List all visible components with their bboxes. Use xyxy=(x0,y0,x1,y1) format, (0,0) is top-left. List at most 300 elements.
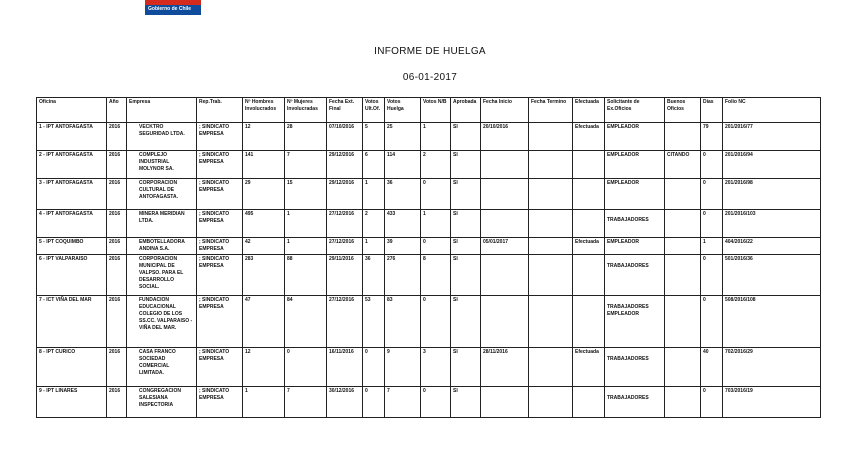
cell-dias xyxy=(701,238,723,255)
cell-votos-ult-text: 0 xyxy=(365,349,368,355)
cell-hombres-text: 42 xyxy=(245,239,251,245)
cell-votos-ult xyxy=(363,210,385,238)
cell-votos-ult-text: 36 xyxy=(365,256,371,262)
cell-solicitante-text: EMPLEADOR xyxy=(607,152,639,158)
header-cell: Buenos Oficios xyxy=(665,98,701,123)
cell-votos-nb xyxy=(421,179,451,210)
cell-votos-nb-text: 2 xyxy=(423,152,426,158)
cell-rep-trab xyxy=(197,348,243,387)
cell-dias-text: 0 xyxy=(703,180,706,186)
cell-mujeres-text: 15 xyxy=(287,180,293,186)
cell-solicitante xyxy=(605,387,665,418)
cell-efectuada xyxy=(573,348,605,387)
cell-fecha-termino xyxy=(529,348,573,387)
cell-efectuada xyxy=(573,255,605,296)
strike-report-table xyxy=(36,97,821,418)
cell-votos-huelga-text: 7 xyxy=(387,388,390,394)
cell-fecha-ext-text: 27/12/2016 xyxy=(329,239,355,245)
cell-fecha-inicio xyxy=(481,387,529,418)
cell-folio xyxy=(723,255,821,296)
cell-fecha-termino xyxy=(529,296,573,348)
header-cell: Nº Mujeres Involucradas xyxy=(285,98,327,123)
cell-oficina-text: 4 - IPT ANTOFAGASTA xyxy=(39,211,93,217)
cell-anio xyxy=(107,151,127,179)
cell-efectuada xyxy=(573,238,605,255)
cell-votos-huelga-text: 39 xyxy=(387,239,393,245)
cell-empresa xyxy=(127,179,197,210)
cell-solicitante xyxy=(605,179,665,210)
cell-aprobada-text: SI xyxy=(453,211,458,217)
cell-efectuada xyxy=(573,179,605,210)
header-cell: Folio NC xyxy=(723,98,821,123)
cell-empresa-text: CONGREGACION SALESIANA INSPECTORIA xyxy=(139,388,181,408)
cell-aprobada-text: SI xyxy=(453,349,458,355)
report-date: 06-01-2017 xyxy=(402,72,458,83)
cell-rep-trab xyxy=(197,238,243,255)
cell-folio-text: 201/2016/77 xyxy=(725,124,753,130)
cell-rep-trab xyxy=(197,387,243,418)
cell-oficina xyxy=(37,238,107,255)
cell-fecha-termino xyxy=(529,238,573,255)
cell-solicitante xyxy=(605,210,665,238)
cell-efectuada xyxy=(573,123,605,151)
cell-anio xyxy=(107,296,127,348)
header-cell: Fecha Termino xyxy=(529,98,573,123)
cell-folio-text: 501/2016/36 xyxy=(725,256,753,262)
cell-anio xyxy=(107,238,127,255)
cell-rep-trab-text: ; SINDICATO EMPRESA xyxy=(199,297,230,310)
cell-mujeres-text: 1 xyxy=(287,239,290,245)
cell-anio-text: 2016 xyxy=(109,388,121,394)
cell-votos-ult-text: 1 xyxy=(365,239,368,245)
cell-rep-trab-text: ; SINDICATO EMPRESA xyxy=(199,388,230,401)
cell-efectuada xyxy=(573,296,605,348)
cell-folio-text: 201/2016/103 xyxy=(725,211,756,217)
cell-aprobada-text: SI xyxy=(453,239,458,245)
header-cell: Días xyxy=(701,98,723,123)
cell-fecha-ext-text: 29/11/2016 xyxy=(329,256,354,262)
cell-votos-nb-text: 8 xyxy=(423,256,426,262)
table-row xyxy=(37,387,821,418)
cell-oficina-text: 2 - IPT ANTOFAGASTA xyxy=(39,152,93,158)
cell-dias xyxy=(701,348,723,387)
cell-votos-huelga-text: 433 xyxy=(387,211,396,217)
cell-solicitante-text: EMPLEADOR xyxy=(607,124,639,130)
cell-hombres xyxy=(243,387,285,418)
header-cell: Año xyxy=(107,98,127,123)
cell-fecha-ext xyxy=(327,255,363,296)
cell-dias xyxy=(701,151,723,179)
table-header-row xyxy=(37,98,821,123)
cell-rep-trab xyxy=(197,123,243,151)
cell-solicitante xyxy=(605,296,665,348)
cell-solicitante-text: TRABAJADORES xyxy=(607,263,649,269)
cell-mujeres xyxy=(285,387,327,418)
cell-hombres-text: 12 xyxy=(245,349,251,355)
cell-folio-text: 201/2016/94 xyxy=(725,152,753,158)
cell-efectuada-text: Efectuada xyxy=(575,239,599,245)
cell-fecha-inicio xyxy=(481,296,529,348)
cell-solicitante-text: EMPLEADOR xyxy=(607,239,639,245)
cell-fecha-termino xyxy=(529,387,573,418)
cell-votos-ult-text: 6 xyxy=(365,152,368,158)
cell-hombres-text: 283 xyxy=(245,256,254,262)
cell-hombres xyxy=(243,210,285,238)
cell-hombres xyxy=(243,179,285,210)
cell-oficina-text: 3 - IPT ANTOFAGASTA xyxy=(39,180,93,186)
cell-efectuada xyxy=(573,387,605,418)
cell-rep-trab-text: ; SINDICATO EMPRESA xyxy=(199,349,230,362)
table-row xyxy=(37,179,821,210)
cell-votos-nb-text: 0 xyxy=(423,239,426,245)
cell-mujeres xyxy=(285,151,327,179)
cell-dias xyxy=(701,387,723,418)
cell-fecha-inicio-text: 05/01/2017 xyxy=(483,239,509,245)
cell-solicitante xyxy=(605,255,665,296)
cell-votos-ult xyxy=(363,238,385,255)
cell-folio xyxy=(723,238,821,255)
cell-aprobada xyxy=(451,348,481,387)
cell-empresa-text: CORPORACION CULTURAL DE ANTOFAGASTA. xyxy=(139,180,178,200)
cell-votos-huelga xyxy=(385,387,421,418)
cell-folio xyxy=(723,123,821,151)
cell-rep-trab-text: ; SINDICATO EMPRESA xyxy=(199,256,230,269)
cell-anio xyxy=(107,387,127,418)
cell-solicitante xyxy=(605,123,665,151)
cell-folio-text: 508/2016/108 xyxy=(725,297,756,303)
cell-votos-huelga-text: 9 xyxy=(387,349,390,355)
cell-fecha-ext xyxy=(327,210,363,238)
cell-anio-text: 2016 xyxy=(109,211,121,217)
cell-fecha-ext-text: 16/11/2016 xyxy=(329,349,354,355)
cell-folio-text: 404/2016/22 xyxy=(725,239,753,245)
cell-fecha-ext xyxy=(327,348,363,387)
cell-fecha-termino xyxy=(529,123,573,151)
cell-votos-ult-text: 2 xyxy=(365,211,368,217)
cell-hombres-text: 29 xyxy=(245,180,251,186)
cell-fecha-termino xyxy=(529,210,573,238)
cell-empresa-text: FUNDACION EDUCACIONAL COLEGIO DE LOS SS.CC. VALPARAISO - VIÑA DEL MAR. xyxy=(139,297,193,331)
header-cell: Fecha Ext. Final xyxy=(327,98,363,123)
cell-aprobada xyxy=(451,296,481,348)
cell-rep-trab-text: ; SINDICATO EMPRESA xyxy=(199,211,230,224)
cell-anio-text: 2016 xyxy=(109,256,121,262)
header-cell: Efectuada xyxy=(573,98,605,123)
cell-anio xyxy=(107,210,127,238)
cell-aprobada-text: SI xyxy=(453,180,458,186)
cell-fecha-ext xyxy=(327,123,363,151)
cell-votos-ult xyxy=(363,151,385,179)
cell-anio-text: 2016 xyxy=(109,297,121,303)
cell-mujeres-text: 28 xyxy=(287,124,293,130)
cell-fecha-inicio xyxy=(481,179,529,210)
cell-votos-nb-text: 0 xyxy=(423,180,426,186)
cell-fecha-termino xyxy=(529,151,573,179)
cell-dias-text: 0 xyxy=(703,297,706,303)
cell-hombres xyxy=(243,255,285,296)
cell-solicitante xyxy=(605,348,665,387)
cell-votos-huelga xyxy=(385,151,421,179)
cell-rep-trab xyxy=(197,210,243,238)
header-cell: Solicitante de Ex.Oficios xyxy=(605,98,665,123)
cell-oficina-text: 9 - IPT LINARES xyxy=(39,388,78,394)
cell-votos-huelga-text: 83 xyxy=(387,297,393,303)
cell-aprobada-text: SI xyxy=(453,152,458,158)
cell-aprobada xyxy=(451,210,481,238)
cell-empresa xyxy=(127,387,197,418)
cell-anio xyxy=(107,179,127,210)
cell-mujeres xyxy=(285,296,327,348)
cell-oficina xyxy=(37,179,107,210)
cell-hombres-text: 47 xyxy=(245,297,251,303)
cell-oficina xyxy=(37,296,107,348)
cell-aprobada xyxy=(451,255,481,296)
cell-mujeres xyxy=(285,123,327,151)
cell-votos-huelga-text: 25 xyxy=(387,124,393,130)
cell-dias-text: 0 xyxy=(703,152,706,158)
cell-hombres xyxy=(243,123,285,151)
cell-buenos-oficios xyxy=(665,296,701,348)
cell-dias-text: 0 xyxy=(703,211,706,217)
cell-fecha-inicio-text: 20/10/2016 xyxy=(483,124,509,130)
cell-fecha-inicio xyxy=(481,210,529,238)
cell-empresa-text: COMPLEJO INDUSTRIAL MOLYNOR SA. xyxy=(139,152,174,172)
cell-empresa-text: CORPORACION MUNICIPAL DE VALPSO. PARA EL DESARROLLO SOCIAL. xyxy=(139,256,184,290)
cell-votos-huelga xyxy=(385,179,421,210)
cell-aprobada xyxy=(451,179,481,210)
cell-oficina-text: 8 - IPT CURICO xyxy=(39,349,76,355)
cell-mujeres xyxy=(285,255,327,296)
cell-empresa xyxy=(127,238,197,255)
cell-empresa xyxy=(127,348,197,387)
cell-oficina-text: 5 - IPT COQUIMBO xyxy=(39,239,84,245)
cell-dias xyxy=(701,255,723,296)
cell-buenos-oficios xyxy=(665,255,701,296)
cell-votos-huelga-text: 36 xyxy=(387,180,393,186)
cell-aprobada-text: SI xyxy=(453,297,458,303)
cell-empresa xyxy=(127,296,197,348)
cell-oficina-text: 7 - ICT VIÑA DEL MAR xyxy=(39,297,92,303)
cell-votos-ult xyxy=(363,296,385,348)
cell-dias xyxy=(701,179,723,210)
cell-fecha-ext-text: 29/12/2016 xyxy=(329,152,355,158)
cell-oficina xyxy=(37,151,107,179)
cell-oficina-text: 6 - IPT VALPARAISO xyxy=(39,256,88,262)
cell-solicitante-text: TRABAJADORES xyxy=(607,217,649,223)
cell-votos-ult xyxy=(363,387,385,418)
cell-empresa xyxy=(127,151,197,179)
cell-rep-trab-text: ; SINDICATO EMPRESA xyxy=(199,124,230,137)
cell-votos-huelga-text: 114 xyxy=(387,152,396,158)
cell-empresa-text: MINERA MERIDIAN LTDA. xyxy=(139,211,185,224)
cell-votos-ult-text: 1 xyxy=(365,180,368,186)
cell-votos-nb xyxy=(421,210,451,238)
cell-buenos-oficios xyxy=(665,151,701,179)
cell-anio-text: 2016 xyxy=(109,124,121,130)
cell-anio-text: 2016 xyxy=(109,180,121,186)
cell-votos-nb xyxy=(421,296,451,348)
cell-dias-text: 1 xyxy=(703,239,706,245)
cell-rep-trab xyxy=(197,255,243,296)
cell-fecha-inicio xyxy=(481,238,529,255)
cell-hombres-text: 495 xyxy=(245,211,254,217)
cell-mujeres-text: 7 xyxy=(287,388,290,394)
cell-dias xyxy=(701,210,723,238)
cell-oficina xyxy=(37,387,107,418)
cell-rep-trab xyxy=(197,151,243,179)
cell-votos-nb xyxy=(421,255,451,296)
table-row xyxy=(37,348,821,387)
cell-anio-text: 2016 xyxy=(109,152,121,158)
cell-buenos-oficios xyxy=(665,210,701,238)
header-cell: Votos Huelga xyxy=(385,98,421,123)
header-cell: Fecha Inicio xyxy=(481,98,529,123)
cell-votos-huelga xyxy=(385,255,421,296)
table-row xyxy=(37,238,821,255)
cell-fecha-ext-text: 27/12/2016 xyxy=(329,211,355,217)
cell-mujeres-text: 1 xyxy=(287,211,290,217)
cell-mujeres xyxy=(285,348,327,387)
cell-empresa xyxy=(127,123,197,151)
cell-fecha-ext-text: 07/10/2016 xyxy=(329,124,355,130)
cell-aprobada-text: SI xyxy=(453,124,458,130)
logo-text: Gobierno de Chile xyxy=(148,6,192,12)
table-row xyxy=(37,296,821,348)
cell-mujeres-text: 84 xyxy=(287,297,293,303)
cell-buenos-oficios xyxy=(665,387,701,418)
cell-hombres xyxy=(243,151,285,179)
cell-votos-nb-text: 0 xyxy=(423,388,426,394)
cell-empresa-text: VECKTRO SEGURIDAD LTDA. xyxy=(139,124,185,137)
cell-fecha-inicio xyxy=(481,123,529,151)
cell-rep-trab-text: ; SINDICATO EMPRESA xyxy=(199,239,230,252)
cell-fecha-ext xyxy=(327,387,363,418)
cell-votos-nb xyxy=(421,123,451,151)
cell-fecha-ext xyxy=(327,151,363,179)
cell-oficina-text: 1 - IPT ANTOFAGASTA xyxy=(39,124,93,130)
cell-buenos-oficios xyxy=(665,348,701,387)
cell-fecha-ext-text: 27/12/2016 xyxy=(329,297,355,303)
cell-rep-trab xyxy=(197,179,243,210)
cell-folio xyxy=(723,151,821,179)
cell-aprobada xyxy=(451,238,481,255)
cell-fecha-ext xyxy=(327,296,363,348)
cell-empresa-text: CASA FRANCO SOCIEDAD COMERCIAL LIMITADA. xyxy=(139,349,176,376)
cell-anio-text: 2016 xyxy=(109,349,121,355)
cell-votos-huelga xyxy=(385,238,421,255)
cell-oficina xyxy=(37,348,107,387)
cell-anio xyxy=(107,348,127,387)
cell-fecha-ext xyxy=(327,238,363,255)
cell-mujeres xyxy=(285,210,327,238)
cell-oficina xyxy=(37,123,107,151)
cell-hombres xyxy=(243,296,285,348)
cell-anio xyxy=(107,255,127,296)
cell-folio-text: 703/2016/19 xyxy=(725,388,753,394)
cell-anio-text: 2016 xyxy=(109,239,121,245)
cell-votos-huelga xyxy=(385,123,421,151)
cell-efectuada xyxy=(573,210,605,238)
cell-folio-text: 201/2016/98 xyxy=(725,180,753,186)
cell-votos-huelga xyxy=(385,296,421,348)
table-row xyxy=(37,210,821,238)
cell-buenos-oficios xyxy=(665,123,701,151)
cell-mujeres xyxy=(285,238,327,255)
cell-fecha-inicio xyxy=(481,348,529,387)
header-cell: Empresa xyxy=(127,98,197,123)
cell-votos-huelga xyxy=(385,210,421,238)
cell-folio xyxy=(723,348,821,387)
cell-votos-ult-text: 5 xyxy=(365,124,368,130)
cell-rep-trab-text: ; SINDICATO EMPRESA xyxy=(199,152,230,165)
report-title: INFORME DE HUELGA xyxy=(374,46,486,57)
cell-solicitante-text: EMPLEADOR xyxy=(607,180,639,186)
cell-oficina xyxy=(37,255,107,296)
cell-votos-nb xyxy=(421,387,451,418)
cell-folio xyxy=(723,179,821,210)
cell-efectuada-text: Efectuada xyxy=(575,124,599,130)
cell-mujeres xyxy=(285,179,327,210)
cell-aprobada-text: SI xyxy=(453,256,458,262)
cell-hombres-text: 1 xyxy=(245,388,248,394)
cell-mujeres-text: 0 xyxy=(287,349,290,355)
cell-votos-ult-text: 53 xyxy=(365,297,371,303)
cell-dias-text: 40 xyxy=(703,349,709,355)
header-cell: Nº Hombres Involucrados xyxy=(243,98,285,123)
cell-votos-nb-text: 1 xyxy=(423,211,426,217)
cell-empresa xyxy=(127,210,197,238)
cell-votos-ult xyxy=(363,179,385,210)
cell-aprobada xyxy=(451,123,481,151)
cell-dias-text: 79 xyxy=(703,124,709,130)
header-cell: Oficina xyxy=(37,98,107,123)
cell-empresa xyxy=(127,255,197,296)
cell-fecha-ext-text: 30/12/2016 xyxy=(329,388,355,394)
gobierno-logo xyxy=(145,0,201,15)
cell-dias xyxy=(701,296,723,348)
cell-hombres-text: 141 xyxy=(245,152,254,158)
cell-dias-text: 0 xyxy=(703,388,706,394)
cell-votos-ult xyxy=(363,123,385,151)
header-cell: Rep.Trab. xyxy=(197,98,243,123)
cell-rep-trab-text: ; SINDICATO EMPRESA xyxy=(199,180,230,193)
cell-votos-nb xyxy=(421,238,451,255)
cell-votos-nb-text: 1 xyxy=(423,124,426,130)
header-cell: Votos Ult.Of. xyxy=(363,98,385,123)
cell-solicitante-text: TRABAJADORES xyxy=(607,356,649,362)
cell-solicitante xyxy=(605,151,665,179)
cell-votos-nb xyxy=(421,348,451,387)
cell-aprobada xyxy=(451,151,481,179)
cell-votos-ult xyxy=(363,255,385,296)
header-cell: Votos N/B xyxy=(421,98,451,123)
cell-rep-trab xyxy=(197,296,243,348)
table-row xyxy=(37,123,821,151)
cell-efectuada xyxy=(573,151,605,179)
cell-hombres xyxy=(243,348,285,387)
cell-fecha-inicio xyxy=(481,151,529,179)
cell-buenos-oficios xyxy=(665,238,701,255)
cell-folio-text: 702/2016/29 xyxy=(725,349,753,355)
cell-votos-huelga xyxy=(385,348,421,387)
cell-hombres xyxy=(243,238,285,255)
table-row xyxy=(37,255,821,296)
cell-solicitante xyxy=(605,238,665,255)
cell-dias-text: 0 xyxy=(703,256,706,262)
cell-folio xyxy=(723,210,821,238)
cell-solicitante-text: TRABAJADORES EMPLEADOR xyxy=(607,304,649,317)
cell-fecha-termino xyxy=(529,179,573,210)
